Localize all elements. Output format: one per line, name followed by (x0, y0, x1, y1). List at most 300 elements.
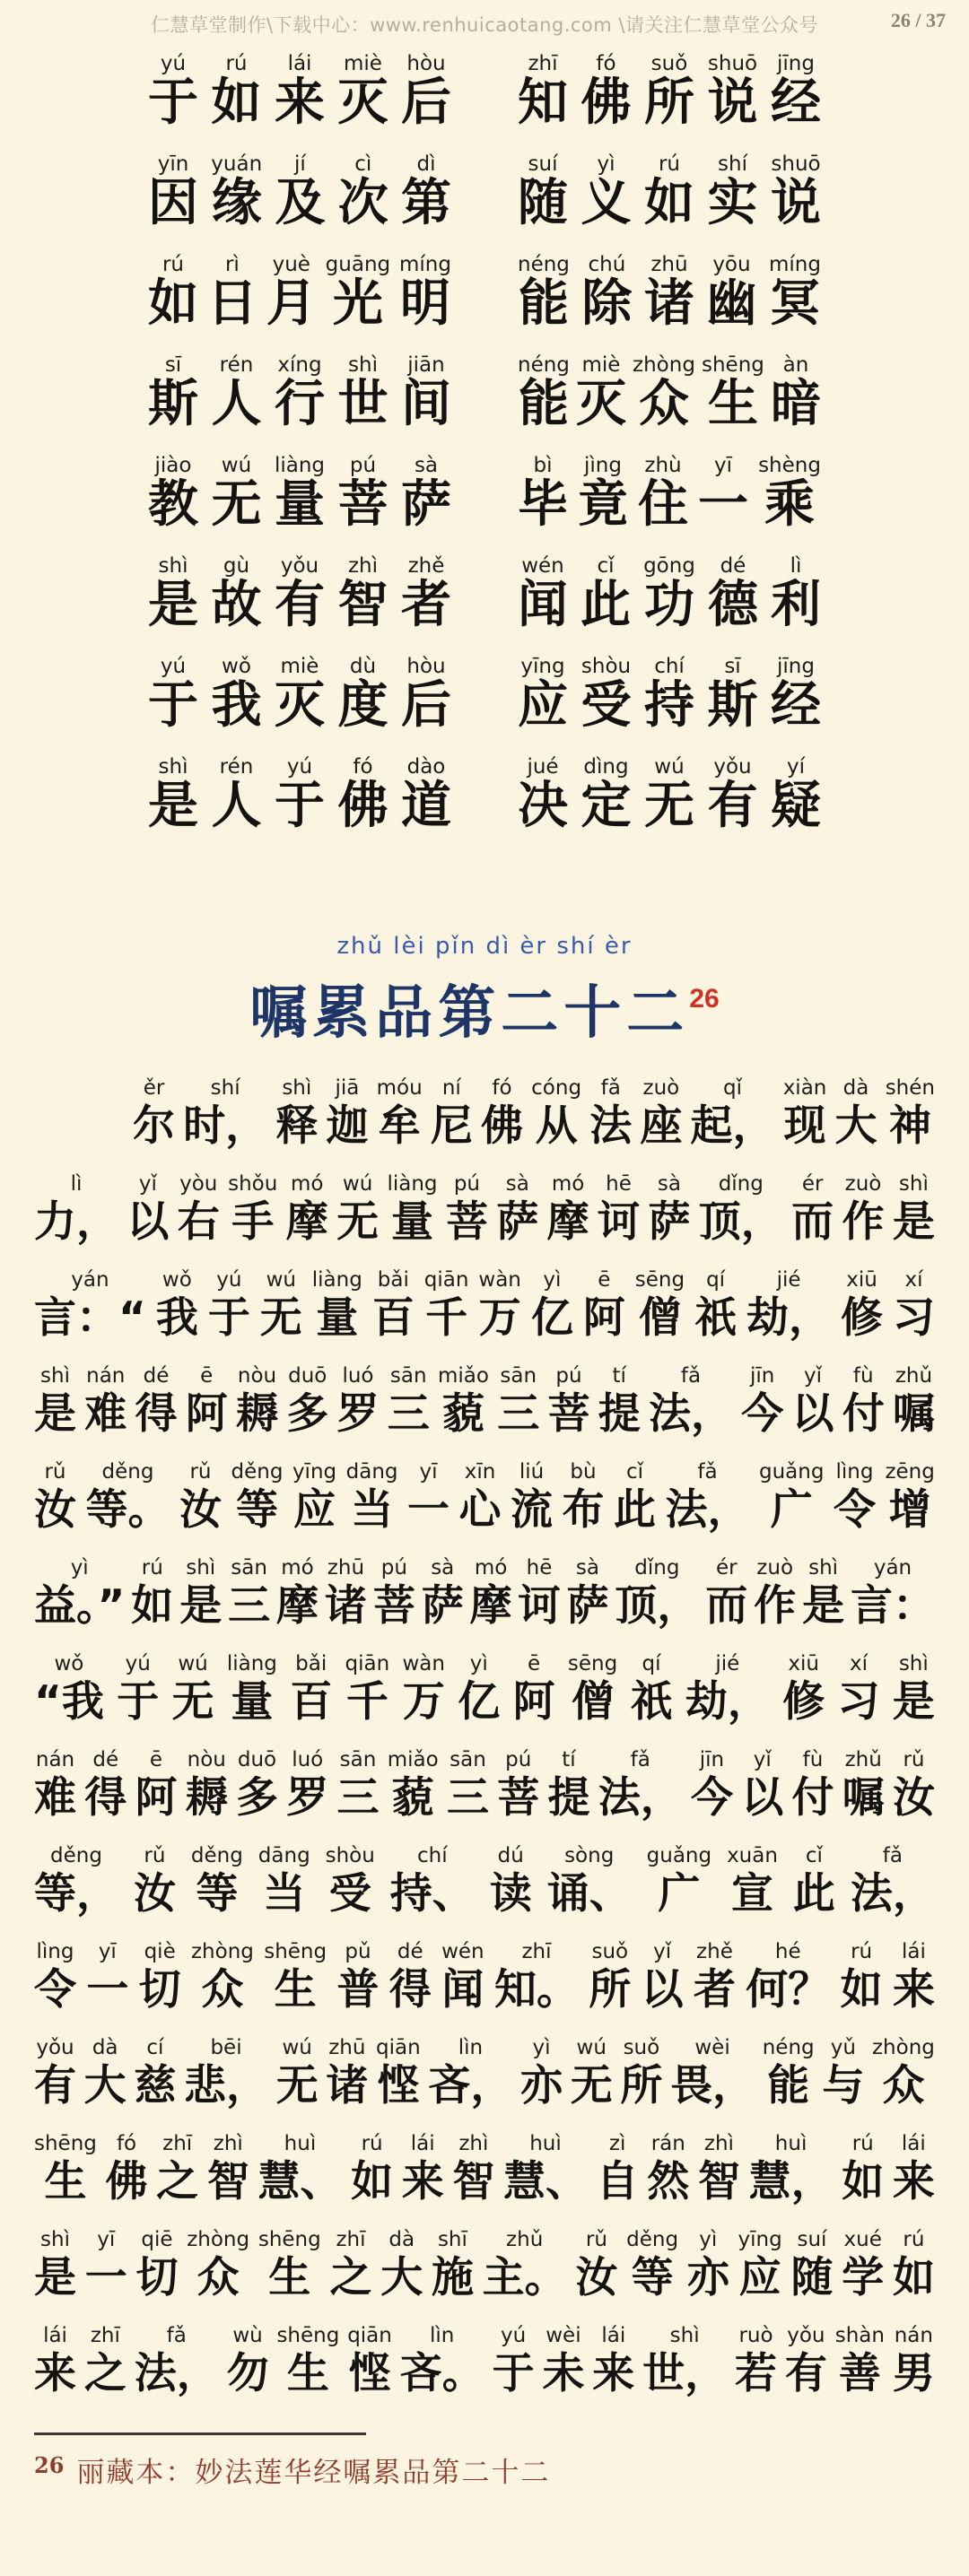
ruby-cell (389, 1940, 432, 2017)
prose-line (0, 1844, 969, 1921)
pinyin-text: bù (570, 1460, 597, 1484)
hanzi-text: 等 (631, 2253, 674, 2302)
pinyin-text: shuō (707, 52, 758, 75)
ruby-cell (793, 1844, 835, 1921)
hanzi-text: 所 (589, 1965, 632, 2015)
ruby-cell (326, 1844, 375, 1921)
ruby-cell (258, 2228, 321, 2305)
ruby-cell (431, 1076, 473, 1153)
hanzi-text: 以 (641, 1965, 684, 2015)
pinyin-text: zì (608, 2132, 626, 2155)
pinyin-text: ē (598, 1268, 611, 1292)
ruby-cell (208, 1268, 250, 1345)
ruby-cell (614, 1460, 656, 1537)
pinyin-text: miè (581, 353, 621, 377)
pinyin-text: rǔ (44, 1460, 66, 1484)
ruby-cell (34, 1556, 125, 1633)
hanzi-text: 难 (34, 1773, 76, 1823)
hanzi-text: 右 (177, 1197, 220, 1247)
ruby-cell (648, 1172, 690, 1249)
pinyin-text: nán (35, 1748, 75, 1771)
verse-column-left (148, 655, 451, 734)
hanzi-text: 世， (642, 2349, 728, 2398)
ruby-cell (441, 1940, 484, 2017)
ruby-cell (705, 1556, 747, 1633)
ruby-cell (547, 1844, 632, 1921)
hanzi-text: 从 (535, 1101, 578, 1151)
pinyin-text: yǒu (36, 2036, 74, 2059)
hanzi-text: 幽 (706, 274, 757, 333)
pinyin-text: fǎ (697, 1460, 718, 1484)
hanzi-text: 多 (236, 1773, 278, 1823)
pinyin-text: nòu (187, 1748, 226, 1771)
ruby-cell (403, 1652, 445, 1729)
pinyin-text: ē (528, 1652, 541, 1675)
hanzi-text: 于 (148, 74, 198, 132)
ruby-cell (834, 1460, 876, 1537)
ruby-cell (893, 2324, 935, 2401)
ruby-cell (377, 1076, 423, 1153)
pinyin-text: shì (898, 1652, 929, 1675)
ruby-cell (842, 1364, 885, 1441)
pinyin-text: wǒ (162, 1268, 192, 1292)
pinyin-text: wú (221, 454, 252, 477)
hanzi-text: 诵、 (546, 1869, 632, 1919)
ruby-cell (347, 2324, 392, 2401)
ruby-cell (139, 1940, 181, 2017)
hanzi-text: 今 (690, 1773, 733, 1823)
ruby-cell (227, 2324, 269, 2401)
ruby-cell (388, 1364, 430, 1441)
pinyin-text: shì (186, 1556, 216, 1580)
pinyin-text: wén (441, 1940, 484, 1963)
hanzi-text: 冥 (769, 274, 820, 333)
pinyin-text: shēng (34, 2132, 97, 2155)
hanzi-text: 明 (400, 274, 450, 333)
chapter-title-text: 嘱累品第二十二 (249, 979, 690, 1047)
hanzi-text: 僧 (572, 1677, 615, 1727)
ruby-cell (893, 1364, 935, 1441)
watermark-text: 仁慧草堂制作\下载中心：www.renhuicaotang.com \请关注仁慧草堂公众号 (151, 14, 818, 36)
pinyin-text: bǎi (295, 1652, 327, 1675)
ruby-cell (351, 2132, 393, 2209)
ruby-cell (598, 1364, 641, 1441)
verse-column-right (518, 152, 821, 231)
hanzi-text: 以 (127, 1197, 170, 1247)
ruby-cell (275, 152, 325, 231)
pinyin-text: zhòng (187, 2228, 250, 2251)
pinyin-text: fǎ (882, 1844, 903, 1867)
hanzi-text: 菩 (337, 475, 388, 534)
hanzi-text: 此 (614, 1485, 656, 1535)
hanzi-text: 菩 (445, 1197, 488, 1247)
pinyin-text: chú (588, 253, 626, 276)
pinyin-text: rǔ (189, 1460, 212, 1484)
hanzi-text: 耨 (185, 1773, 228, 1823)
pinyin-text: dāng (258, 1844, 310, 1867)
hanzi-text: 亿 (458, 1677, 501, 1727)
hanzi-text: 萨 (496, 1197, 539, 1247)
ruby-cell (496, 1172, 538, 1249)
ruby-cell (691, 1748, 733, 1825)
pinyin-text: ní (441, 1076, 461, 1100)
hanzi-text: 增 (888, 1485, 931, 1535)
pinyin-text: yǒu (787, 2324, 825, 2347)
hanzi-text: 间 (401, 375, 451, 433)
ruby-cell (547, 1364, 589, 1441)
ruby-cell (626, 2228, 678, 2305)
ruby-cell (135, 1748, 178, 1825)
hanzi-text: 三 (497, 1389, 540, 1439)
hanzi-text: 慧、 (258, 2157, 343, 2206)
pinyin-text: wàn (478, 1268, 521, 1292)
pinyin-text: shèng (758, 454, 821, 477)
ruby-cell (228, 1172, 277, 1249)
ruby-cell (84, 2036, 127, 2113)
pinyin-text: guǎng (646, 1844, 712, 1867)
pinyin-text: sān (500, 1364, 537, 1388)
hanzi-text: 难 (84, 1389, 127, 1439)
pinyin-text: zuò (642, 1076, 680, 1100)
hanzi-text: 来 (275, 74, 325, 132)
pinyin-text: suǒ (623, 2036, 660, 2059)
pinyin-text: fù (802, 1748, 824, 1771)
hanzi-text: 生 (707, 375, 758, 433)
hanzi-text: 经 (771, 74, 821, 132)
ruby-cell (727, 1844, 778, 1921)
hanzi-text: 是 (148, 777, 198, 835)
hanzi-text: 能 (767, 2061, 810, 2110)
pinyin-text: dǐng (718, 1172, 764, 1196)
hanzi-text: 来 (892, 1965, 935, 2015)
pinyin-text: wǒ (222, 655, 251, 678)
hanzi-text: 光 (332, 274, 383, 333)
ruby-cell (694, 1268, 737, 1345)
ruby-cell (746, 1940, 830, 2017)
pinyin-text: zhě (696, 1940, 733, 1963)
hanzi-text: 菩 (497, 1773, 540, 1823)
ruby-cell (424, 1268, 469, 1345)
pinyin-text: yòu (179, 1172, 218, 1196)
prose-line (0, 1748, 969, 1825)
hanzi-text: 习 (892, 1293, 935, 1343)
pinyin-text: rú (658, 152, 681, 176)
pinyin-text: dǐng (634, 1556, 680, 1580)
pinyin-text: zhì (458, 2132, 489, 2155)
ruby-cell (207, 2132, 249, 2209)
ruby-cell (754, 1556, 796, 1633)
pinyin-text: suí (528, 152, 558, 176)
pinyin-text: yì (597, 152, 615, 176)
ruby-cell (326, 253, 390, 332)
hanzi-text: 畏， (670, 2061, 755, 2110)
pinyin-text: yú (125, 1652, 151, 1675)
ruby-cell (156, 2132, 198, 2209)
pinyin-text: sēng (634, 1268, 685, 1292)
pinyin-text: lái (601, 2324, 626, 2347)
ruby-cell (893, 1748, 935, 1825)
ruby-cell (771, 554, 821, 633)
hanzi-text: 然 (647, 2157, 690, 2206)
hanzi-text: 于 (275, 777, 325, 835)
pinyin-text: fó (492, 1076, 512, 1100)
hanzi-text: 我 (155, 1293, 198, 1343)
ruby-cell (518, 253, 570, 332)
pinyin-text: nán (894, 2324, 933, 2347)
ruby-cell (531, 1268, 573, 1345)
footnote-divider (34, 2432, 366, 2435)
hanzi-text: 法， (134, 2349, 219, 2398)
ruby-cell (117, 1652, 159, 1729)
hanzi-text: 劫， (685, 1677, 770, 1727)
hanzi-text: 来 (892, 2157, 935, 2206)
ruby-cell (337, 1748, 380, 1825)
pinyin-text: wèi (694, 2036, 730, 2059)
pinyin-text: sà (414, 454, 439, 477)
ruby-cell (264, 1940, 327, 2017)
hanzi-text: 知 (518, 74, 568, 132)
ruby-cell (422, 1556, 464, 1633)
hanzi-text: 切 (138, 1965, 181, 2015)
ruby-cell (872, 2036, 935, 2113)
verse-column-right (518, 554, 821, 633)
ruby-cell (148, 554, 198, 633)
hanzi-text: 习 (837, 1677, 880, 1727)
pinyin-text: mó (474, 1556, 508, 1580)
pinyin-text: míng (399, 253, 451, 276)
ruby-cell (34, 1268, 146, 1345)
pinyin-text: shòu (581, 655, 632, 678)
hanzi-text: 佛 (581, 74, 632, 132)
ruby-cell (769, 253, 821, 332)
pinyin-text: rú (851, 2132, 874, 2155)
hanzi-text: 尼 (430, 1101, 473, 1151)
pinyin-text: wú (178, 1652, 208, 1675)
pinyin-text: jīng (777, 52, 815, 75)
ruby-cell (791, 1748, 834, 1825)
ruby-cell (670, 2036, 755, 2113)
ruby-cell (893, 2228, 935, 2305)
hanzi-text: 无 (259, 1293, 302, 1343)
hanzi-text: 是 (892, 1677, 935, 1727)
hanzi-text: 无 (211, 475, 262, 534)
hanzi-text: 勿 (226, 2349, 269, 2398)
pinyin-text: fǎ (630, 1748, 650, 1771)
ruby-cell (644, 655, 694, 734)
pinyin-text: rǔ (144, 1844, 166, 1867)
pinyin-text: sān (339, 1748, 377, 1771)
ruby-cell (172, 1652, 214, 1729)
hanzi-text: 等。 (85, 1485, 170, 1535)
hanzi-text: 藐 (441, 1389, 484, 1439)
hanzi-text: 乘 (764, 475, 815, 534)
hanzi-text: 教 (148, 475, 198, 534)
hanzi-text: 阿 (185, 1389, 228, 1439)
hanzi-text: 说 (771, 174, 821, 232)
ruby-cell (401, 152, 451, 231)
hanzi-text: 亿 (530, 1293, 573, 1343)
pinyin-text: děng (101, 1460, 154, 1484)
ruby-cell (131, 1556, 173, 1633)
verse-line (0, 655, 969, 734)
pinyin-text: sān (389, 1364, 427, 1388)
pinyin-text: xí (849, 1652, 868, 1675)
hanzi-text: 以 (741, 1773, 784, 1823)
ruby-cell (178, 1172, 220, 1249)
hanzi-text: 法， (850, 1869, 935, 1919)
ruby-cell (842, 2132, 884, 2209)
hanzi-text: 于 (148, 676, 198, 735)
pinyin-text: jí (294, 152, 306, 176)
pinyin-text: xuān (727, 1844, 778, 1867)
hanzi-text: 众 (196, 2253, 240, 2302)
pinyin-text: sī (164, 353, 182, 377)
hanzi-text: 阿 (512, 1677, 555, 1727)
hanzi-text: 罗 (336, 1389, 380, 1439)
ruby-cell (401, 353, 451, 432)
hanzi-text: 智 (337, 576, 388, 634)
hanzi-text: 付 (791, 1773, 834, 1823)
ruby-cell (184, 2036, 268, 2113)
hanzi-text: 阿 (135, 1773, 178, 1823)
ruby-cell (851, 1556, 935, 1633)
ruby-cell (666, 1460, 750, 1537)
prose-line (0, 1460, 969, 1537)
ruby-cell (518, 554, 568, 633)
ruby-cell (531, 1076, 581, 1153)
pinyin-text: yì (543, 1268, 562, 1292)
hanzi-text: 修 (782, 1677, 825, 1727)
ruby-cell (581, 755, 632, 834)
hanzi-text: 悭 (348, 2349, 391, 2398)
hanzi-text: 于 (117, 1677, 160, 1727)
ruby-cell (228, 1556, 270, 1633)
verse-line (0, 152, 969, 231)
ruby-cell (578, 454, 628, 533)
pinyin-text: pú (453, 1172, 480, 1196)
hanzi-text: 应 (738, 2253, 781, 2302)
verse-column-right (518, 353, 821, 432)
pinyin-text: dé (92, 1748, 119, 1771)
ruby-cell (212, 52, 262, 131)
pinyin-text: jīn (750, 1364, 775, 1388)
prose-line (0, 1076, 969, 1153)
pinyin-text: yú (216, 1268, 242, 1292)
pinyin-text: qí (706, 1268, 726, 1292)
ruby-cell (782, 1652, 825, 1729)
hanzi-text: 汝 (575, 2253, 618, 2302)
ruby-cell (276, 2324, 339, 2401)
ruby-cell (401, 454, 451, 533)
ruby-cell (135, 1364, 178, 1441)
hanzi-text: 现 (783, 1101, 826, 1151)
hanzi-text: 等， (34, 1869, 118, 1919)
ruby-cell (85, 2228, 127, 2305)
pinyin-text: xiàn (782, 1076, 827, 1100)
pinyin-text: shì (669, 2324, 700, 2347)
hanzi-text: 随 (518, 174, 568, 232)
pinyin-text: fǎ (166, 2324, 187, 2347)
ruby-cell (620, 2036, 662, 2113)
hanzi-text: 吝， (428, 2061, 513, 2110)
pinyin-text: ruò (738, 2324, 773, 2347)
pinyin-text: liàng (226, 1652, 277, 1675)
pinyin-text: cì (354, 152, 372, 176)
ruby-cell (345, 1652, 390, 1729)
hanzi-text: 读 (489, 1869, 532, 1919)
ruby-cell (511, 1460, 553, 1537)
hanzi-text: 流 (511, 1485, 553, 1535)
pinyin-text: zhù (644, 454, 682, 477)
pinyin-text: yīng (292, 1460, 337, 1484)
pinyin-text: qiān (376, 2036, 421, 2059)
hanzi-text: 因 (148, 174, 198, 232)
pinyin-text: cǐ (625, 1460, 644, 1484)
pinyin-text: fù (852, 1364, 874, 1388)
ruby-cell (699, 1172, 783, 1249)
ruby-cell (401, 554, 451, 633)
hanzi-text: 法， (648, 1389, 733, 1439)
pinyin-text: sī (724, 655, 741, 678)
ruby-cell (148, 755, 198, 834)
ruby-cell (390, 1844, 475, 1921)
ruby-cell (563, 1460, 605, 1537)
pinyin-text: yī (98, 1940, 117, 1963)
pinyin-text: sòng (564, 1844, 615, 1867)
pinyin-text: dú (497, 1844, 524, 1867)
hanzi-text: 主。 (482, 2253, 567, 2302)
hanzi-text: 之 (83, 2349, 127, 2398)
ruby-cell (276, 1556, 319, 1633)
hanzi-text: 罗 (286, 1773, 329, 1823)
ruby-cell (258, 2132, 342, 2209)
ruby-cell (842, 2228, 884, 2305)
ruby-cell (400, 2324, 484, 2401)
ruby-cell (571, 2036, 613, 2113)
pinyin-text: yí (786, 755, 805, 779)
hanzi-text: 普 (336, 1965, 380, 2015)
pinyin-text: xīn (464, 1460, 496, 1484)
hanzi-text: 等 (235, 1485, 278, 1535)
hanzi-text: 如 (211, 74, 262, 132)
ruby-cell (135, 2324, 219, 2401)
hanzi-text: 顶， (615, 1581, 700, 1631)
pinyin-text: suǒ (650, 52, 688, 75)
hanzi-text: 知。 (493, 1965, 579, 2015)
ruby-cell (387, 1172, 437, 1249)
hanzi-text: 汝 (892, 1773, 935, 1823)
hanzi-text: 如 (842, 2157, 885, 2206)
ruby-cell (212, 655, 262, 734)
hanzi-text: 道 (401, 777, 451, 835)
hanzi-text: 决 (518, 777, 568, 835)
pinyin-text: rén (219, 755, 254, 779)
ruby-cell (735, 2324, 777, 2401)
ruby-cell (459, 1460, 502, 1537)
hanzi-text: 今 (741, 1389, 784, 1439)
verse-column-left (148, 755, 451, 834)
hanzi-text: 实 (707, 174, 758, 232)
ruby-cell (236, 1748, 278, 1825)
ruby-cell (207, 253, 258, 332)
pinyin-text: dé (143, 1364, 170, 1388)
ruby-cell (702, 353, 764, 432)
pinyin-text: dào (406, 755, 446, 779)
verse-line (0, 253, 969, 332)
hanzi-text: 智 (206, 2157, 249, 2206)
ruby-cell (276, 2036, 319, 2113)
hanzi-text: “我 (34, 1677, 104, 1727)
